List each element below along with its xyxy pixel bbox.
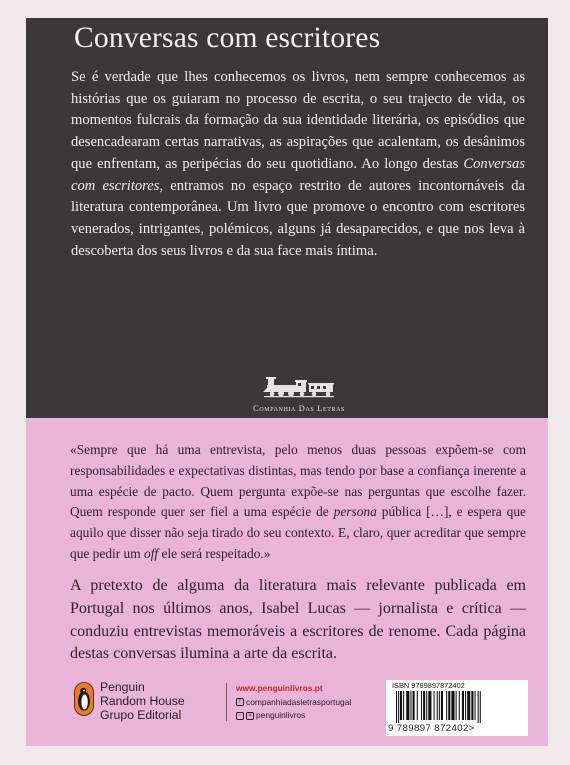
- barcode-bar: [410, 691, 411, 720]
- book-title: Conversas com escritores: [74, 22, 381, 54]
- imprint-name: [100, 680, 185, 723]
- penguin-imprint: [74, 680, 244, 724]
- barcode-bar: [428, 691, 431, 720]
- barcode-bar: [426, 691, 427, 720]
- barcode-bar: [413, 691, 415, 720]
- description-text-end: , entramos no espaço restrito de autores incontornáveis da literatura contemporânea. Um livro que promove o encontro com escritores venerados, intrigantes, polémicos, alguns já desaparecidos, e que nos leva à descoberta dos seus livros e da sua face mais íntima.: [71, 177, 525, 259]
- barcode-bar: [459, 691, 460, 720]
- quote-text-middle: pública […], e espera que aquilo que disser não seja tirado do seu contexto. E, claro, quer acreditar que sempre que pedir um: [70, 504, 526, 561]
- book-summary: A pretexto de alguma da literatura mais relevante publicada em Portugal nos últimos anos, Isabel Lucas — jornalista e crítica — conduziu entrevistas memoráveis a escritores de renome. Cada página destas conversas ilumina a arte da escrita.: [70, 577, 526, 663]
- cover-top-panel: [26, 18, 548, 418]
- barcode-bar: [475, 691, 476, 720]
- description-text: Se é verdade que lhes conhecemos os livros, nem sempre conhecemos as histórias que os guiaram no processo de escrita, o seu trajecto de vida, os momentos fulcrais da formação da sua identidade literária, os episódios que desencadearam certas narrativas, as aspirações que acalentam, os desânimos que enfrentam, as peripécias do seu quotidiano. Ao longo destas: [71, 69, 525, 172]
- barcode-bar: [406, 691, 409, 720]
- barcode-bar: [423, 691, 425, 720]
- cover-bottom-panel: [26, 418, 548, 746]
- publisher-logo: [244, 374, 354, 414]
- barcode-bar: [451, 691, 454, 720]
- quote-italic-persona: persona: [333, 504, 377, 520]
- x-icon: ×: [246, 712, 254, 720]
- penguin-logo-icon: [74, 682, 94, 716]
- barcode-bar: [462, 691, 464, 720]
- instagram-icon: ◦: [236, 712, 244, 720]
- barcode-bar: [403, 691, 404, 720]
- barcode-number: 9 789897 872402: [388, 723, 469, 734]
- imprint-line: Grupo Editorial: [100, 708, 182, 723]
- barcode-bar: [400, 691, 402, 720]
- barcode-digits: [388, 723, 526, 734]
- description-italic-title: Conversas com escritores: [71, 155, 525, 194]
- publisher-name: Companhia Das Letras: [253, 403, 345, 413]
- imprint-line: Random House: [100, 694, 185, 709]
- interview-quote: [70, 440, 526, 565]
- isbn-label: ISBN 9789897872402: [392, 681, 465, 690]
- barcode-bar: [471, 691, 473, 720]
- quote-text: «Sempre que há uma entrevista, pelo menos duas pessoas expõem-se com responsabilidades e expectativas distintas, mas tendo por base a confiança inerente a uma espécie de pacto. Quem pergunta expõe-se nas perguntas que escolhe fazer. Quem responde quer ser fiel a uma espécie de: [70, 442, 526, 520]
- barcode-bar: [396, 691, 397, 723]
- facebook-icon: f: [236, 698, 244, 706]
- footer-divider: [226, 683, 227, 721]
- book-description: [71, 67, 525, 262]
- barcode-bar: [421, 691, 422, 720]
- barcode-bar: [478, 691, 479, 723]
- barcode-bar: [439, 691, 440, 720]
- website-row: [236, 682, 351, 696]
- barcode-bar: [448, 691, 450, 720]
- barcode-bar: [467, 691, 470, 720]
- barcode-bar: [456, 691, 457, 720]
- facebook-row: [236, 696, 351, 710]
- social-row: [236, 709, 351, 723]
- barcode: [386, 680, 528, 736]
- imprint-line: Penguin: [100, 680, 145, 694]
- barcode-bars: [396, 691, 518, 723]
- quote-italic-off: off: [144, 545, 159, 561]
- barcode-bar: [465, 691, 466, 720]
- locomotive-icon: [262, 374, 336, 402]
- barcode-end-mark: >: [468, 723, 475, 734]
- quote-text-end: ele será respeitado.»: [158, 545, 271, 561]
- barcode-bar: [441, 691, 443, 720]
- barcode-bar: [480, 691, 481, 723]
- barcode-bar: [434, 691, 435, 720]
- barcode-bar: [446, 691, 447, 720]
- barcode-bar: [417, 691, 418, 720]
- barcode-bar: [437, 691, 438, 720]
- barcode-bar: [398, 691, 399, 723]
- website-link[interactable]: www.penguinlivros.pt: [236, 683, 323, 693]
- social-handle[interactable]: penguinlivros: [256, 710, 306, 720]
- publisher-links: [236, 682, 351, 723]
- facebook-handle[interactable]: companhiadasletrasportugal: [246, 696, 352, 707]
